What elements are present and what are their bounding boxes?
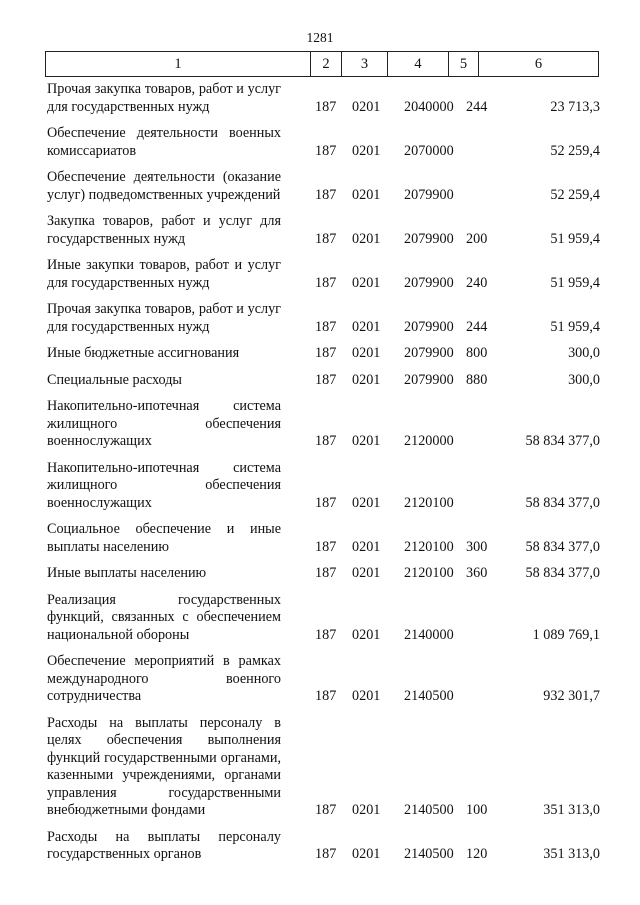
row-ved-code: 187 <box>315 565 337 581</box>
row-amount: 51 959,4 <box>550 318 600 335</box>
row-ved-code: 187 <box>315 494 337 511</box>
row-amount: 1 089 769,1 <box>532 626 600 643</box>
row-amount: 58 834 377,0 <box>525 433 600 449</box>
row-section-code: 0201 <box>352 345 381 361</box>
row-name: Прочая закупка товаров, работ и услуг для государственных нужд <box>47 81 281 115</box>
row-amount: 23 713,3 <box>550 98 600 115</box>
row-section-code: 0201 <box>352 433 381 449</box>
column-header-row <box>46 52 599 77</box>
row-expense-type-code <box>462 398 496 460</box>
row-amount: 58 834 377,0 <box>525 538 600 555</box>
row-section-code: 0201 <box>352 688 381 704</box>
row-target-article-code: 2079900 <box>404 274 454 291</box>
row-ved-code: 187 <box>315 538 337 555</box>
row-ved-code: 187 <box>315 433 337 449</box>
table-row <box>47 81 600 125</box>
row-section-code: 0201 <box>352 494 381 511</box>
row-expense-type-code <box>462 592 496 654</box>
row-amount: 58 834 377,0 <box>525 494 600 511</box>
table-row <box>47 301 600 345</box>
row-section-code: 0201 <box>352 626 381 643</box>
column-header-table <box>45 51 599 77</box>
row-ved-code: 187 <box>315 626 337 643</box>
row-name: Иные бюджетные ассигнования <box>47 345 240 361</box>
row-target-article-code: 2079900 <box>404 318 454 335</box>
table-row <box>47 460 600 522</box>
row-name: Накопительно-ипотечная система жилищного обеспечения военнослужащих <box>47 398 281 449</box>
row-target-article-code: 2079900 <box>404 371 454 388</box>
row-target-article-code: 2040000 <box>404 98 454 115</box>
row-expense-type-code <box>462 169 496 213</box>
row-expense-type-code: 244 <box>466 318 488 335</box>
row-expense-type-code: 240 <box>466 274 488 291</box>
row-name: Расходы на выплаты персоналу в целях обеспечения выполнения функций государственными органами, казенными учреждениями, органами управления государственными внебюджетными фондами <box>47 714 281 818</box>
row-amount: 351 313,0 <box>543 846 600 862</box>
row-section-code: 0201 <box>352 538 381 555</box>
table-row <box>47 592 600 654</box>
row-ved-code: 187 <box>315 688 337 704</box>
row-section-code: 0201 <box>352 802 381 818</box>
row-ved-code: 187 <box>315 186 337 203</box>
row-section-code: 0201 <box>352 565 381 581</box>
table-row <box>47 715 600 829</box>
row-amount: 300,0 <box>568 371 600 388</box>
row-name: Социальное обеспечение и иные выплаты населению <box>47 521 281 555</box>
row-name: Обеспечение мероприятий в рамках международного военного сотрудничества <box>47 653 281 704</box>
row-amount: 52 259,4 <box>550 186 600 203</box>
row-name: Накопительно-ипотечная система жилищного обеспечения военнослужащих <box>47 459 281 511</box>
row-target-article-code: 2120000 <box>404 433 454 449</box>
table-row <box>47 213 600 257</box>
table-row <box>47 125 600 169</box>
row-section-code: 0201 <box>352 318 381 335</box>
table-row <box>47 565 600 592</box>
row-amount: 52 259,4 <box>550 142 600 159</box>
row-expense-type-code: 300 <box>466 538 488 555</box>
row-expense-type-code: 244 <box>466 98 488 115</box>
row-ved-code: 187 <box>315 371 337 388</box>
row-amount: 58 834 377,0 <box>525 565 600 581</box>
row-section-code: 0201 <box>352 186 381 203</box>
row-expense-type-code <box>462 125 496 169</box>
table-row <box>47 398 600 460</box>
page-number: 1281 <box>306 30 334 45</box>
table-row <box>47 169 600 213</box>
row-expense-type-code: 200 <box>466 230 488 247</box>
row-target-article-code: 2140000 <box>404 626 454 643</box>
row-expense-type-code: 100 <box>466 802 488 818</box>
column-header-3: 3 <box>342 52 388 77</box>
row-amount: 932 301,7 <box>543 688 600 704</box>
row-ved-code: 187 <box>315 230 337 247</box>
row-ved-code: 187 <box>315 142 337 159</box>
table-row <box>47 372 600 399</box>
row-name: Обеспечение деятельности (оказание услуг) подведомственных учреждений <box>47 169 281 203</box>
row-target-article-code: 2079900 <box>404 230 454 247</box>
row-section-code: 0201 <box>352 98 381 115</box>
row-expense-type-code: 800 <box>466 345 488 361</box>
budget-table <box>47 81 600 873</box>
row-ved-code: 187 <box>315 846 337 862</box>
table-row <box>47 257 600 301</box>
row-amount: 351 313,0 <box>543 802 600 818</box>
column-header-1: 1 <box>46 52 311 77</box>
row-section-code: 0201 <box>352 142 381 159</box>
column-header-5: 5 <box>449 52 479 77</box>
column-header-6: 6 <box>479 52 599 77</box>
row-expense-type-code <box>462 460 496 522</box>
row-name: Закупка товаров, работ и услуг для государственных нужд <box>47 213 281 247</box>
row-ved-code: 187 <box>315 274 337 291</box>
column-header-2: 2 <box>311 52 342 77</box>
row-target-article-code: 2079900 <box>404 345 454 361</box>
row-expense-type-code: 120 <box>466 846 488 862</box>
row-amount: 300,0 <box>568 345 600 361</box>
row-expense-type-code: 880 <box>466 371 488 388</box>
row-target-article-code: 2120100 <box>404 565 454 581</box>
row-section-code: 0201 <box>352 230 381 247</box>
row-expense-type-code <box>462 653 496 715</box>
row-target-article-code: 2140500 <box>404 846 454 862</box>
table-row <box>47 653 600 715</box>
table-row <box>47 829 600 873</box>
row-ved-code: 187 <box>315 345 337 361</box>
row-name: Реализация государственных функций, связанных с обеспечением национальной обороны <box>47 591 281 643</box>
row-name: Иные закупки товаров, работ и услуг для государственных нужд <box>47 257 281 291</box>
row-expense-type-code: 360 <box>466 565 488 581</box>
row-target-article-code: 2120100 <box>404 538 454 555</box>
table-row <box>47 345 600 372</box>
row-target-article-code: 2070000 <box>404 142 454 159</box>
row-ved-code: 187 <box>315 318 337 335</box>
row-ved-code: 187 <box>315 802 337 818</box>
row-target-article-code: 2140500 <box>404 802 454 818</box>
row-section-code: 0201 <box>352 846 381 862</box>
row-name: Прочая закупка товаров, работ и услуг для государственных нужд <box>47 301 281 335</box>
row-ved-code: 187 <box>315 98 337 115</box>
table-row <box>47 521 600 565</box>
row-section-code: 0201 <box>352 274 381 291</box>
row-amount: 51 959,4 <box>550 230 600 247</box>
column-header-4: 4 <box>388 52 449 77</box>
row-amount: 51 959,4 <box>550 274 600 291</box>
row-name: Иные выплаты населению <box>47 565 207 581</box>
row-name: Расходы на выплаты персоналу государственных органов <box>47 828 281 862</box>
row-target-article-code: 2140500 <box>404 688 454 704</box>
row-name: Специальные расходы <box>47 371 182 388</box>
row-section-code: 0201 <box>352 371 381 388</box>
row-name: Обеспечение деятельности военных комиссариатов <box>47 125 281 159</box>
row-target-article-code: 2079900 <box>404 186 454 203</box>
row-target-article-code: 2120100 <box>404 494 454 511</box>
